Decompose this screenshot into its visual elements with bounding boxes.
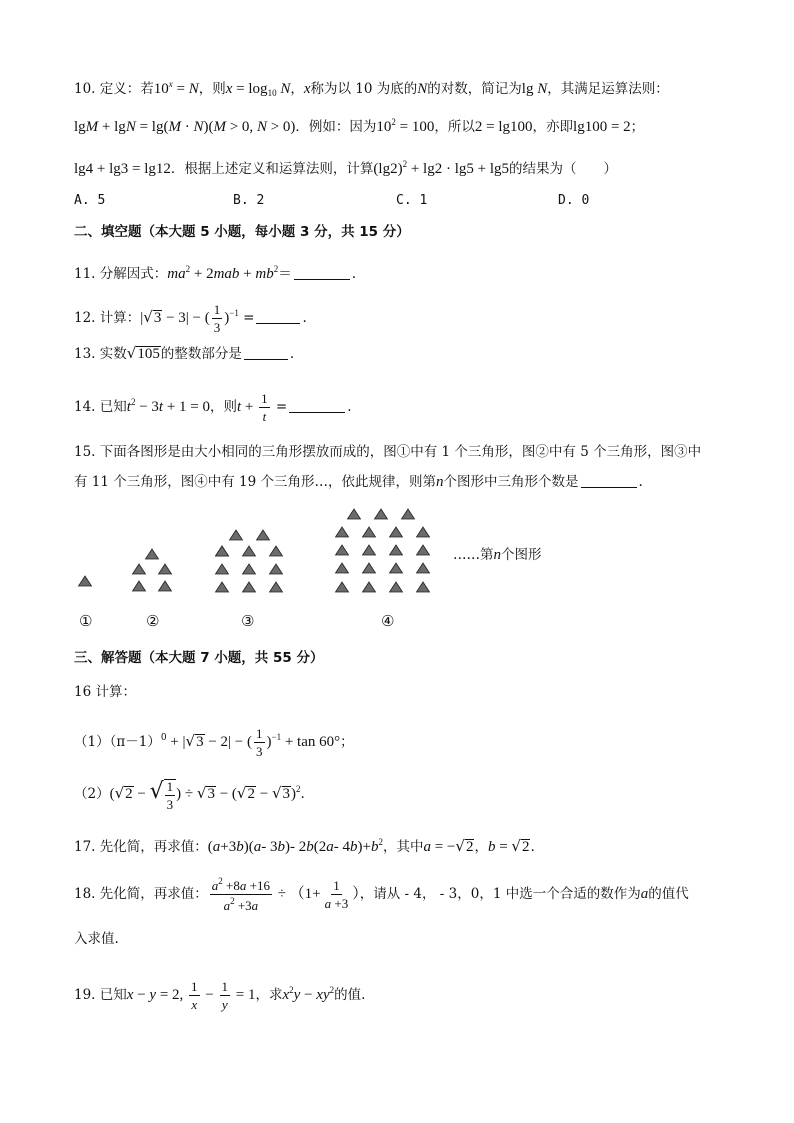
triangle — [243, 546, 256, 556]
triangle — [146, 549, 159, 559]
option-a: A. 5 — [74, 193, 106, 208]
q10-line2: lgM + lgN = lg(M · N)(M > 0, N > 0)．例如：因为$10^2 = 100$，所以2 = lg100，亦即lg100 = 2； — [74, 117, 645, 135]
triangle — [159, 564, 172, 574]
triangle — [159, 581, 172, 591]
triangle — [375, 509, 388, 519]
triangle — [417, 563, 430, 573]
q12: 12. 计算：|√3 − 3| − ( $\frac{1}{3}$ )$^{-1}$ = . — [74, 302, 307, 335]
triangle — [363, 582, 376, 592]
figure-label-3: ③ — [241, 612, 255, 630]
triangle — [402, 509, 415, 519]
triangle — [390, 563, 403, 573]
triangle — [363, 527, 376, 537]
triangle — [270, 564, 283, 574]
q16-part2: （2）(√2 − √ $\frac{1}{3}$ ) ÷ $√3 - (√2 - √3)^2$. — [74, 778, 305, 812]
triangle — [243, 582, 256, 592]
triangle — [79, 576, 92, 586]
triangle — [270, 546, 283, 556]
q10-line3: lg4 + lg3 = lg12．根据上述定义和运算法则，计算$(\lg 2)^2 + \lg 2 \cdot \lg 5 + \lg 5$的结果为（ ） — [74, 159, 618, 177]
q16-title: 16 计算： — [74, 684, 136, 700]
q18-line2: 入求值. — [74, 931, 119, 947]
q13: 13. 实数√105的整数部分是 . — [74, 344, 295, 362]
q15-line1: 15. 下面各图形是由大小相同的三角形摆放而成的，图①中有 1 个三角形，图②中有 5 个三角形，图③中 — [74, 444, 702, 460]
triangle — [216, 582, 229, 592]
option-d: D. 0 — [558, 193, 590, 208]
nth-figure-label: ……第n个图形 — [453, 547, 542, 563]
triangle — [390, 582, 403, 592]
triangle — [363, 545, 376, 555]
q17: 17. 先化简，再求值：(a+3b)(a- 3b)- 2b(2a- $4b)+b^2$，其中a = −√2，b = √2. — [74, 837, 535, 855]
triangle — [257, 530, 270, 540]
triangle — [363, 563, 376, 573]
triangle — [336, 527, 349, 537]
math-10x-eq-n: $10^x = N$ — [153, 79, 199, 97]
triangle — [336, 582, 349, 592]
math-log-rule: lgM + lgN = lg(M · N)(M > 0, N > 0) — [74, 119, 296, 135]
triangle — [243, 564, 256, 574]
figure-label-4: ④ — [381, 612, 395, 630]
triangle — [417, 527, 430, 537]
q16-part1: $(1)(\pi-1)^0 + |√3 - 2|$ − ( $\frac{1}{3}$ )$^{-1}$ + tan 60°； — [74, 726, 354, 759]
q10-line1: 10. 定义：若$10^x = N$，则$x = \log_{10} N$，x称为以 10 为底的N的对数，简记为lg N，其满足运算法则： — [74, 79, 669, 98]
triangle — [216, 564, 229, 574]
triangle-group — [79, 509, 430, 592]
q19: 19. 已知x − y = 2, $\frac{1}{x}$ − $\frac{1}{y}$ = 1，求$x^2y - xy^2$的值. — [74, 979, 366, 1012]
section3-title: 三、解答题（本大题 7 小题，共 55 分） — [74, 650, 324, 666]
triangle — [336, 545, 349, 555]
triangle — [133, 564, 146, 574]
triangle — [270, 582, 283, 592]
triangle — [348, 509, 361, 519]
triangle — [336, 563, 349, 573]
option-b: B. 2 — [233, 193, 265, 208]
q14: 14. 已知$t^2 - 3t + 1 = 0$，则t + $\frac{1}{t}$ = . — [74, 391, 352, 424]
math-expression: $(\lg 2)^2 + \lg 2 \cdot \lg 5 + \lg 5$ — [373, 159, 510, 177]
triangle — [133, 581, 146, 591]
figure-label-2: ② — [146, 612, 160, 630]
option-c: C. 1 — [396, 193, 428, 208]
triangle — [417, 582, 430, 592]
q15-line2: 有 11 个三角形，图④中有 19 个三角形…，依此规律，则第n个图形中三角形个数是 . — [74, 474, 643, 490]
triangle — [230, 530, 243, 540]
section2-title: 二、填空题（本大题 5 小题，每小题 3 分，共 15 分） — [74, 224, 410, 240]
triangle — [390, 545, 403, 555]
figure-label-1: ① — [79, 612, 93, 630]
q11: 11. 分解因式：$ma^2 + 2mab + mb^2=$ . — [74, 264, 357, 282]
q18-line1: 18. 先化简，再求值： $\frac{a^2 +8a +16}{a^2 +3a}$ ÷ （1+ $\frac{1}{a +3}$ ），请从 - 4， - 3，0，1 中选一个合适的数作为a的值代 — [74, 876, 689, 913]
triangle — [417, 545, 430, 555]
triangle — [390, 527, 403, 537]
math-x-eq-log: $x = \log_{10} N$ — [225, 81, 291, 98]
triangle — [216, 546, 229, 556]
